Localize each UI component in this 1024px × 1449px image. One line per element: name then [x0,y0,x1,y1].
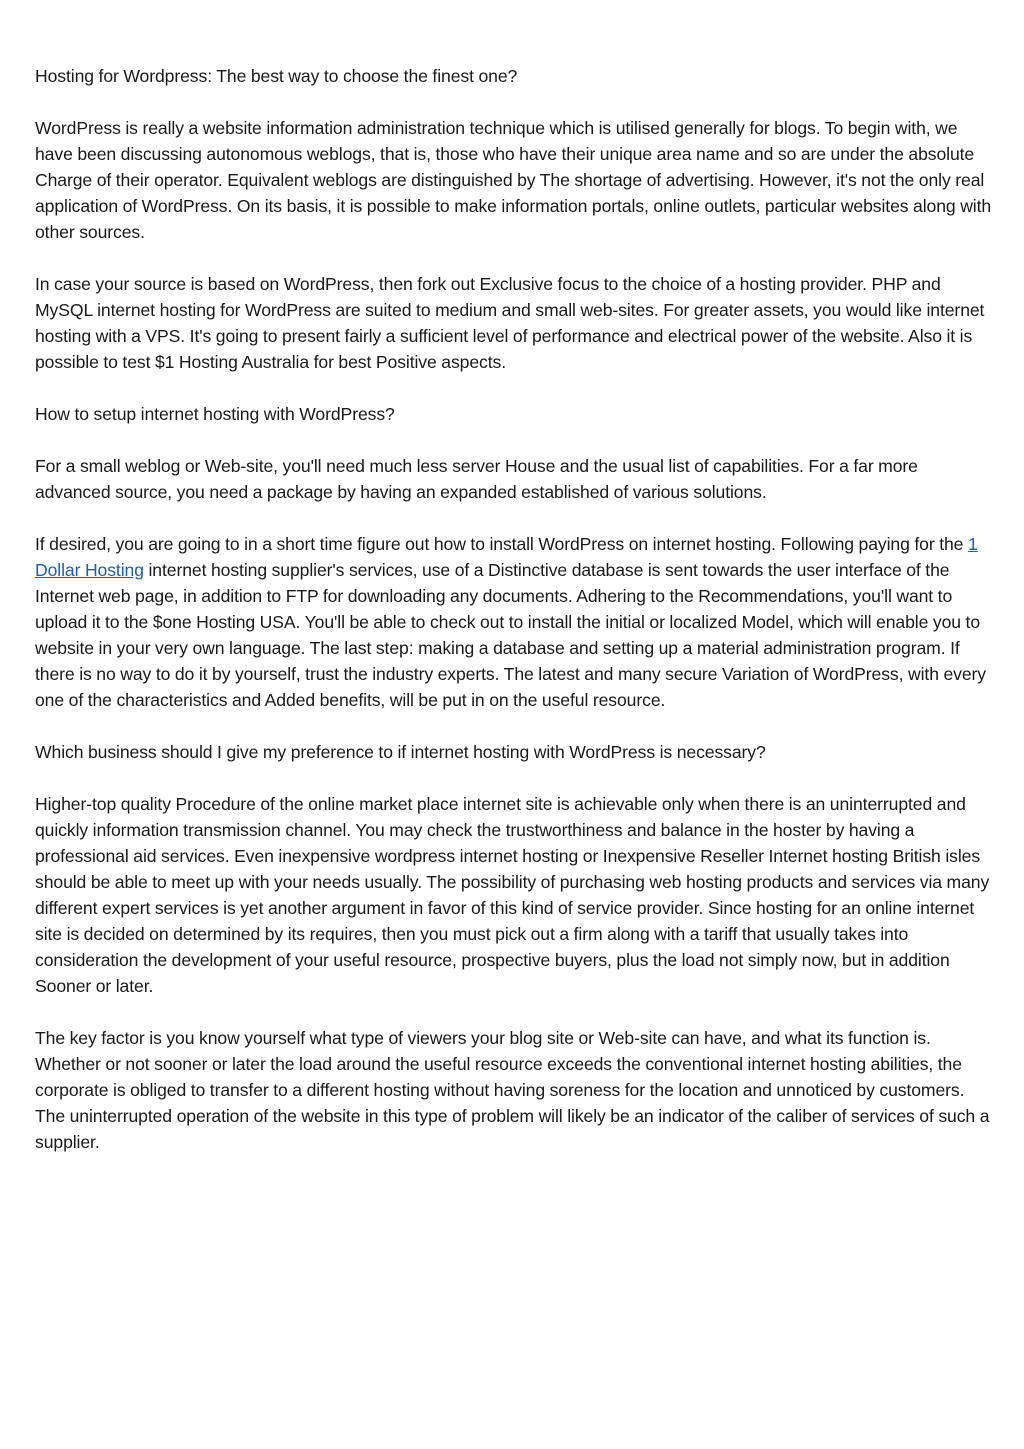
section-heading-setup: How to setup internet hosting with WordPress? [35,404,395,424]
one-dollar-hosting-link[interactable]: 1 Dollar Hosting [35,534,978,580]
paragraph-install-text-after: internet hosting supplier's services, use of a Distinctive database is sent towards the user interface of the Internet web page, in addition to FTP for downloading any documents. Adhering to the Recommendations, you'll want to upload it to the $one Hosting USA. You'll be able to check out to install the initial or localized Model, which will enable you to website in your very own language. The last step: making a database and setting up a material administration program. If there is no way to do it by yourself, trust the industry experts. The latest and many secure Variation of WordPress, with every one of the characteristics and Added benefits, will be put in on the useful resource. [35,560,987,710]
paragraph-intro: WordPress is really a website information administration technique which is utilised generally for blogs. To begin with, we have been discussing autonomous weblogs, that is, those who have their unique area name and so are under the absolute Charge of their operator. Equivalent weblogs are distinguished by The shortage of advertising. However, it's not the only real application of WordPress. On its basis, it is possible to make information portals, online outlets, particular websites along with other sources. [35,118,992,242]
paragraph-install-text-before: If desired, you are going to in a short time figure out how to install WordPress on internet hosting. Following paying for the [35,534,968,554]
section-heading-business: Which business should I give my preference to if internet hosting with WordPress is necessary? [35,742,766,762]
page-title: Hosting for Wordpress: The best way to choose the finest one? [35,66,518,86]
document-body [35,63,995,1155]
paragraph-small-weblog: For a small weblog or Web-site, you'll need much less server House and the usual list of capabilities. For a far more advanced source, you need a package by having an expanded established of various solutions. [35,456,918,502]
paragraph-quality: Higher-top quality Procedure of the online market place internet site is achievable only when there is an uninterrupted and quickly information transmission channel. You may check the trustworthiness and balance in the hoster by having a professional aid services. Even inexpensive wordpress internet hosting or Inexpensive Reseller Internet hosting British isles should be able to meet up with your needs usually. The possibility of purchasing web hosting products and services via many different expert services is yet another argument in favor of this kind of service provider. Since hosting for an online internet site is decided on determined by its requires, then you must pick out a firm along with a tariff that usually takes into consideration the development of your useful resource, prospective buyers, plus the load not simply now, but in addition Sooner or later. [35,794,990,996]
paragraph-hosting-provider: In case your source is based on WordPress, then fork out Exclusive focus to the choice of a hosting provider. PHP and MySQL internet hosting for WordPress are suited to medium and small web-sites. For greater assets, you would like internet hosting with a VPS. It's going to present fairly a sufficient level of performance and electrical power of the website. Also it is possible to test $1 Hosting Australia for best Positive aspects. [35,274,985,372]
paragraph-key-factor: The key factor is you know yourself what type of viewers your blog site or Web-site can have, and what its function is. Whether or not sooner or later the load around the useful resource exceeds the conventional internet hosting abilities, the corporate is obliged to transfer to a different hosting without having soreness for the location and unnoticed by customers. The uninterrupted operation of the website in this type of problem will likely be an indicator of the caliber of services of such a supplier. [35,1028,990,1152]
paragraph-install [35,531,995,713]
